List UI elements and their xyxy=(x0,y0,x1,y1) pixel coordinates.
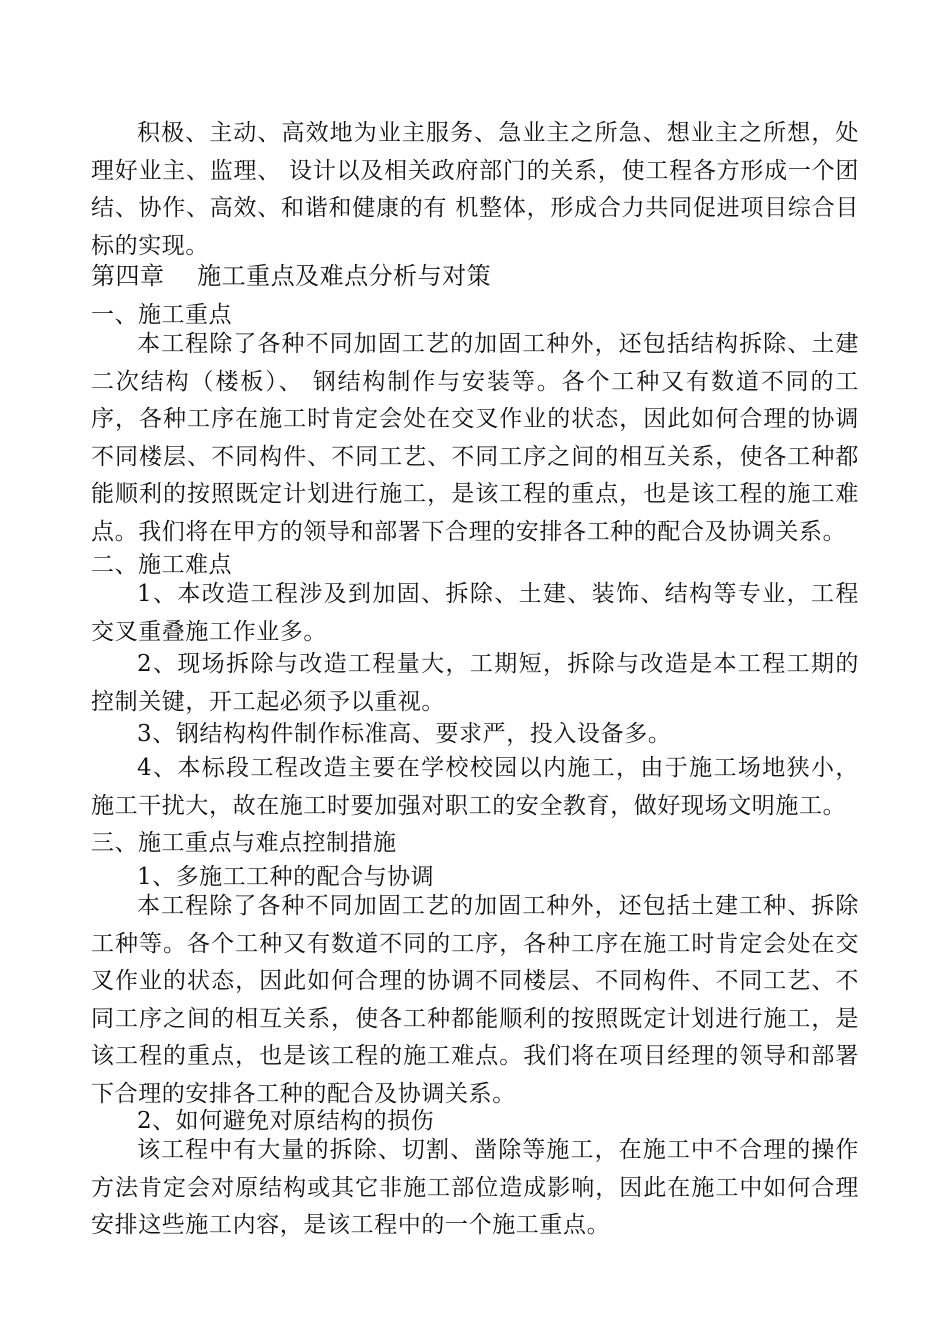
section-paragraph-key-points: 本工程除了各种不同加固工艺的加固工种外，还包括结构拆除、土建二次结构（楼板）、 钢结构制作与安装等。各个工种又有数道不同的工序，各种工序在施工时肯定会处在交叉作业的状态，因此如何合理的协调不同楼层、不同构件、不同工艺、不同工序之间的相互关系，使各工种都能顺利的按照既定计划进行施工，是该工程的重点，也是该工程的施工难点。我们将在甲方的领导和部署下合理的安排各工种的配合及协调关系。 xyxy=(91,331,859,545)
section-heading-key-points: 一、施工重点 xyxy=(91,302,232,328)
subsection-title-avoid-damage: 2、如何避免对原结构的损伤 xyxy=(137,1108,435,1134)
subsection-paragraph-coordination: 本工程除了各种不同加固工艺的加固工种外，还包括土建工种、拆除工种等。各个工种又有数道不同的工序，各种工序在施工时肯定会处在交叉作业的状态，因此如何合理的协调不同楼层、不同构件、不同工艺、不同工序之间的相互关系，使各工种都能顺利的按照既定计划进行施工，是该工程的重点，也是该工程的施工难点。我们将在项目经理的领导和部署下合理的安排各工种的配合及协调关系。 xyxy=(91,893,859,1107)
subsection-paragraph-avoid-damage: 该工程中有大量的拆除、切割、凿除等施工，在施工中不合理的操作方法肯定会对原结构或其它非施工部位造成影响，因此在施工中如何合理安排这些施工内容，是该工程中的一个施工重点。 xyxy=(91,1137,859,1239)
section-heading-difficulties: 二、施工难点 xyxy=(91,552,232,578)
subsection-title-coordination: 1、多施工工种的配合与协调 xyxy=(137,864,435,890)
difficulty-item-2: 2、现场拆除与改造工程量大，工期短，拆除与改造是本工程工期的控制关键，开工起必须予以重视。 xyxy=(91,651,859,715)
intro-paragraph: 积极、主动、高效地为业主服务、急业主之所急、想业主之所想，处理好业主、监理、 设计以及相关政府部门的关系，使工程各方形成一个团结、协作、高效、和谐和健康的有 机整体，形成合力共同促进项目综合目标的实现。 xyxy=(91,120,859,259)
difficulty-item-1: 1、本改造工程涉及到加固、拆除、土建、装饰、结构等专业，工程交叉重叠施工作业多。 xyxy=(91,581,859,645)
chapter-title: 第四章 施工重点及难点分析与对策 xyxy=(91,262,492,290)
difficulty-item-4: 4、本标段工程改造主要在学校校园以内施工，由于施工场地狭小，施工干扰大，故在施工时要加强对职工的安全教育，做好现场文明施工。 xyxy=(91,755,859,819)
difficulty-item-3: 3、钢结构构件制作标准高、要求严，投入设备多。 xyxy=(137,721,672,747)
section-heading-control-measures: 三、施工重点与难点控制措施 xyxy=(91,830,397,856)
